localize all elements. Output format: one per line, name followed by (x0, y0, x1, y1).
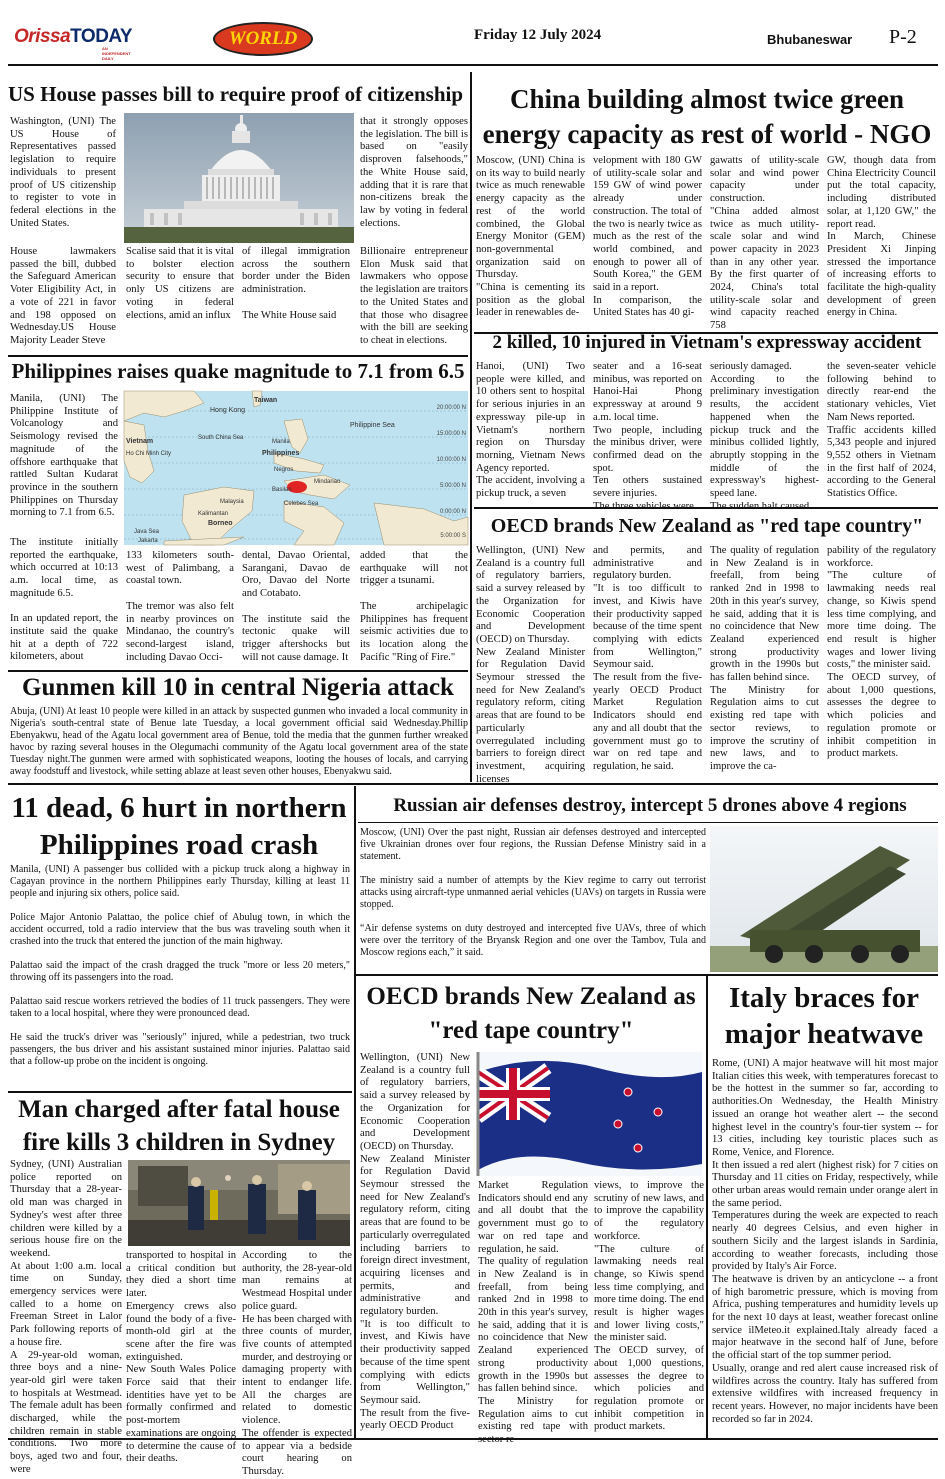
article-divider (474, 507, 938, 509)
map-label: Vietnam (126, 438, 154, 445)
article-vietnam-text: seater and a 16-seat minibus, was reported on Hanoi-Hai Phong expressway at around 9 a.m. local time. Two people, including the minibus driver, were confirmed dead on the spot. Ten others sustained severe injuries. (593, 361, 702, 500)
column-divider (470, 72, 472, 782)
headline-oecd-red-tape: OECD brands New Zealand as "red tape country" (490, 515, 924, 537)
article-divider (356, 974, 938, 976)
article-china-text: velopment with 180 GW of utility-scale solar and 159 GW of wind power already under construction. The total of the two is nearly twice as much as the rest of the world combined, and enough to power all of South Korea," the GEM said in a report. In comparison, the United States has 40 gi- (593, 155, 702, 319)
map-label: Philippines (262, 450, 300, 457)
section-rule (8, 783, 938, 785)
missile-launcher-image (710, 826, 938, 972)
logo-tagline: AN INDEPENDENT DAILY (102, 46, 131, 61)
map-label: Manila (272, 439, 290, 445)
article-nigeria-text: Abuja, (UNI) At least 10 people were killed in an attack by suspected gunmen who invaded a local community in Nigeria's south-central state of Benue late Tuesday, a local government official said Wednesday.Phillip Ebenyakwu, head of the Agatu local government area of Benue, told the media that the gunmen further wreaked havoc by razing several houses in the Olegumachi community of the Agatu local government area of the state Tuesday night.The gunmen were armed with sophisticated weapons, looting the houses of locals, and carrying away foodstuff and livestock, while setting ablaze at least seven other houses, Ebenyakwu said. (10, 706, 468, 777)
capitol-photo (124, 113, 354, 243)
police-scene-image (128, 1160, 350, 1246)
map-label: Jakarta (138, 538, 158, 544)
article-vietnam-text: seriously damaged. According to the preliminary investigation results, the accident happened when the pickup truck and the minibus collided lightly, abruptly stopping in the middle of the expressway's highest-speed lane. (710, 361, 819, 500)
article-vietnam-text: Hanoi, (UNI) Two people were killed, and 10 others sent to hospital for serious injuries in an expressway pile-up in Vietnam's northern region on Thursday morning, Vietnam News Agency reported. The accident, involving a pickup truck, a seven (476, 361, 585, 500)
page-number: P-2 (889, 26, 917, 48)
newspaper-logo (14, 26, 133, 61)
article-oecd2-text: views, to improve the scrutiny of new laws, and to improve the capability of the regulatory workforce. "The culture of lawmaking needs real change, so Kiwis spend less time complying, and more time doing. The end result is higher wages and lower living costs," the minister said. The OECD survey, of about 1,000 questions, assesses the degree to which policies and regulation promote or inhibit competition in product markets. (594, 1180, 704, 1433)
philippines-map-image (124, 391, 468, 545)
article-china-text: Moscow, (UNI) China is on its way to build nearly twice as much renewable energy capacity as the rest of the world combined, the Global Energy Monitor (GEM) non-governmental organization said on Thursday. "China is cementing its position as the global leader in renewables de- (476, 155, 585, 319)
article-russia-text: Moscow, (UNI) Over the past night, Russian air defenses destroyed and intercepted five Ukrainian drones over four regions, the Russian Defense Ministry said in a statement. The ministry said a number of attempts by the Kiev regime to carry out terrorist attacks using aircraft-type unmanned aerial vehicles (UAVs) on targets in Russia were stopped. “Air defense systems on duty destroyed and intercepted five UAVs, three of which were over the territory of the Bryansk Region and one over the Tambov, Tula and Moscow regions each,” it said. (360, 827, 706, 958)
article-crash-text: Manila, (UNI) A passenger bus collided with a pickup truck along a highway in Cagayan province in the northern Philippines early Thursday, killing at least 11 people and injuring six others, police said. Police Major Antonio Palattao, the police chief of Abulug town, in which the accident occurred, told a radio interview that the bus was traveling south when it crashed into the truck that entered the junction of the main highway. Palattao said the impact of the crash dragged the truck "more or less 20 meters," throwing off its passengers into the road. Palattao said rescue workers retrieved the bodies of 11 truck passengers. They were taken to a local hospital, where they were pronounced dead. He said the truck's driver was "seriously" injured, while a pedestrian, two truck passengers, the bus driver and his assistant sustained minor injuries. Palattao said that a follow-up probe on the incident is ongoing. (10, 864, 350, 1067)
map-label: Celebes Sea (284, 501, 319, 507)
article-sydney-text: According to the authority, the 28-year-old man remains at Westmead Hospital under police guard. He has been charged with three counts of murder, five counts of attempted murder, and destroying or damaging property with intent to endanger life. All the charges are related to domestic violence. The offender is expected to appear via a bedside court hearing on Thursday. (242, 1250, 352, 1477)
map-label: Hong Kong (210, 407, 246, 414)
article-us-text: Scalise said that it is vital to bolster election security to ensure that only US citizens are voting in federal elections, amid an influx (126, 246, 234, 321)
article-oecd-text: Wellington, (UNI) New Zealand is a country full of regulatory barriers, said a survey released by the Organization for Economic Cooperation and Development (OECD) on Thursday. New Zealand Minister for Regulation David Seymour stressed the need for New Zealand's regulatory reform, citing areas that are found to be particularly overregulated including barriers to foreign direct investment, acquiring licenses (476, 545, 585, 785)
map-label: Kalimantan (198, 511, 229, 517)
map-grid-label: 20:00:00 N (436, 405, 466, 411)
headline-vietnam-accident: 2 killed, 10 injured in Vietnam's expressway accident (492, 332, 922, 353)
article-us-text: of illegal immigration across the southern border under the Biden administration. The White House said (242, 246, 350, 321)
map-label: Java Sea (134, 529, 160, 535)
map-grid-label: 5:00:00 N (439, 483, 466, 489)
article-sydney-text: Sydney, (UNI) Australian police reported on Thursday that a 28-year-old man was charged in Sydney's west after three children were killed by a serious house fire on the weekend. At about 1:00 a.m. local time on Sunday, emergency services were called to a home on Freeman Street in Lalor Park following reports of a house fire. A 29-year-old woman, three boys and a nine-year-old girl were taken to hospitals at Westmead. The female adult has been discharged, while the children remain in stable conditions. Two more boys, aged two and four, were (10, 1159, 122, 1475)
article-quake-text: Manila, (UNI) The Philippine Institute of Volcanology and Seismology revised the magnitude of the offshore earthquake that rattled Sultan Kudarat province in the southern Philippines on Thursday morning to 7.1 from 6.5. (10, 393, 118, 519)
quake-map (124, 391, 468, 545)
masthead-rule (8, 64, 938, 66)
logo-today: TODAY (70, 26, 133, 47)
map-label: Taiwan (254, 397, 278, 404)
article-us-text: Washington, (UNI) The US House of Representatives passed legislation to require individuals to present proof of US citizenship to register to vote in federal elections in the United States. (10, 116, 116, 229)
headline-russia-drones: Russian air defenses destroy, intercept 5 drones above 4 regions (393, 795, 907, 816)
headline-china-energy: China building almost twice green energy capacity as rest of world - NGO (482, 84, 932, 149)
headline-us-citizenship: US House passes bill to require proof of citizenship (8, 82, 464, 106)
map-grid-label: 0:00:00 N (439, 509, 466, 515)
article-china-text: GW, though data from China Electricity Council put the total capacity, including distributed solar, at 1,120 GW," the report read. In March, Chinese President Xi Jinping stressed the importance of increasing efforts to facilitate the high-quality development of green energy in China. (827, 155, 936, 319)
headline-philippines-quake: Philippines raises quake magnitude to 7.1 from 6.5 (11, 359, 465, 383)
article-divider (8, 670, 468, 672)
article-us-text: House lawmakers passed the bill, dubbed the Safeguard American Voter Eligibility Act, in a vote of 221 in favor and 198 opposed on Wednesday.US House Majority Leader Steve (10, 246, 116, 346)
logo-orissa: Orissa (14, 26, 71, 47)
map-grid-label: 15:00:00 N (436, 431, 466, 437)
column-divider (354, 786, 356, 1440)
air-defense-photo (710, 826, 938, 972)
headline-sydney-fire: Man charged after fatal house fire kills 3 children in Sydney (18, 1096, 340, 1156)
article-oecd2-text: Wellington, (UNI) New Zealand is a country full of regulatory barriers, said a survey released by the Organization for Economic Cooperation and Development (OECD) on Thursday. New Zealand Minister for Regulation David Seymour stressed the need for New Zealand's regulatory reform, citing areas that are found to be particularly overregulated including barriers to foreign direct investment, acquiring licenses and permits, and administrative and regulatory burden. "It is too difficult to invest, and Kiwis have their productivity sapped because of the time spent complying with edicts from Wellington," Seymour said. The result from the five-yearly OECD Product (360, 1052, 470, 1432)
edition-city: Bhubaneswar (767, 32, 853, 47)
map-grid-label: 5:00:00 S (440, 533, 466, 539)
article-quake-text: 133 kilometers south-west of Palimbang, a coastal town. The tremor was also felt in nearby provinces on Mindanao, the country's second-largest island, including Davao Occi- (126, 550, 234, 663)
article-vietnam-text: the seven-seater vehicle following behind to directly rear-end the stationary vehicles, Viet Nam News reported. Traffic accidents killed 5,343 people and injured 9,552 others in Vietnam in the first half of 2024, according to the General Statistics Office. (827, 361, 936, 500)
column-divider (706, 975, 708, 1440)
article-divider (8, 355, 468, 357)
map-label: Mindanao (314, 479, 341, 485)
map-label: Philippine Sea (350, 422, 395, 429)
headline-rule (358, 822, 938, 823)
sydney-fire-photo (128, 1160, 350, 1246)
map-label: Borneo (208, 520, 233, 527)
article-quake-text: The institute initially reported the earthquake, which occurred at 10:13 a.m. local time, as magnitude 6.5. In an updated report, the institute said the quake hit at a depth of 722 kilometers, about (10, 537, 118, 663)
article-oecd-text: pability of the regulatory workforce. "The culture of lawmaking needs real change, so Kiwis spend less time complying, and more time doing. The end result is higher wages and lower living costs," the minister said. The OECD survey, of about 1,000 questions, assesses the degree to which policies and regulation promote or inhibit competition in product markets. (827, 545, 936, 760)
article-sydney-text: transported to hospital in a critical condition but they died a short time later. Emergency crews also found the body of a five-month-old girl at the scene after the fire was extinguished. New South Wales Police Force said that their identities have yet to be formally confirmed and post-mortem examinations are ongoing to determine the cause of their deaths. (126, 1250, 236, 1465)
article-divider (8, 1091, 352, 1093)
article-us-text: Billionaire entrepreneur Elon Musk said that lawmakers who oppose the legislation are traitors to the United States and that those who disagree with the bill are seeking to cheat in elections. (360, 246, 468, 346)
article-china-text: gawatts of utility-scale solar and wind power capacity under construction. "China added almost twice as much utility-scale solar and wind power capacity in 2023 than in any other year. By the first quarter of 2024, China's total utility-scale solar and wind capacity reached 758 (710, 155, 819, 332)
headline-oecd-red-tape-2: OECD brands New Zealand as "red tape country" (366, 983, 696, 1044)
section-badge: WORLD (213, 22, 313, 56)
article-us-text: that it strongly opposes the legislation. The bill is based on "easily disproven falsehoods," the White House said, adding that it is rare that non-citizens break the law by voting in federal elections. (360, 116, 468, 229)
article-oecd-text: The quality of regulation in New Zealand is in freefall, from being ranked 2nd in 1998 to 20th in this year's survey, he said, adding that it is no coincidence that New Zealand experienced strong productivity growth in the 1990s but has fallen behind since. The Ministry for Regulation aims to cut existing red tape with sector reviews, to improve the scrutiny of new laws, and to improve the ca- (710, 545, 819, 772)
headline-philippines-crash: 11 dead, 6 hurt in northern Philippines road crash (11, 792, 347, 861)
capitol-building-image (124, 113, 354, 243)
article-italy-text: Rome, (UNI) A major heatwave will hit most major Italian cities this week, with temperatures forecast to be the hottest in the summer so far, according to authorities.On Wednesday, the Health Ministry issued an orange hot weather alert -- the second highest level in the country's four-tier system -- for 13 cities, including key touristic places such as Rome, Venice, and Florence. It then issued a red alert (highest risk) for 7 cities on Thursday and 11 cities on Friday, respectively, while other urban areas would remain under orange alert in the same period. Temperatures during the week are expected to reach nearly 40 degrees Celsius, and even higher in southern Sicily and the largest islands in Sardinia, according to weather forecasts, including those provided by Italy's Air Force. The heatwave is driven by an anticyclone -- a front of high barometric pressure, which is moving from Africa, pushing temperatures and humidity levels up for the next 10 days at least, weather forecast online service ilMeteo.it explained.Italy already faced a major heatwave in the second half of June, before the official start of the top summer period. Usually, orange and red alert cause increased risk of wildfires across the country. Italy has suffered from extensive wildfires with increased frequency in recent years. However, no major incidents have been recorded so far in 2024. (712, 1058, 938, 1425)
map-label: South China Sea (198, 435, 244, 441)
new-zealand-flag-image (478, 1052, 702, 1176)
map-label: Ho Chi Minh City (126, 451, 172, 457)
article-oecd-text: and permits, and administrative and regulatory burden. "It is too difficult to invest, and Kiwis have their productivity sapped because of the time spent complying with edicts from Wellington," Seymour said. The result from the five-yearly OECD Product Market Regulation Indicators should end any and all doubt that the government must go to war on red tape and regulation, he said. (593, 545, 702, 772)
article-quake-text: added that the earthquake will not trigger a tsunami. The archipelagic Philippines has frequent seismic activities due to its location along the Pacific "Ring of Fire." (360, 550, 468, 663)
headline-nigeria-attack: Gunmen kill 10 in central Nigeria attack (22, 674, 454, 701)
map-grid-label: 10:00:00 N (436, 457, 466, 463)
new-zealand-flag-photo (478, 1052, 702, 1176)
headline-italy-heatwave: Italy braces for major heatwave (724, 982, 924, 1051)
article-oecd2-text: Market Regulation Indicators should end any and all doubt that the government must go to war on red tape and regulation, he said. The quality of regulation in New Zealand is in freefall, from being ranked 2nd in 1998 to 20th in this year's survey, he said, adding that it is no coincidence that New Zealand experienced strong productivity growth in the 1990s but has fallen behind since. The Ministry for Regulation aims to cut existing red tape with sector re- (478, 1180, 588, 1446)
issue-date: Friday 12 July 2024 (474, 27, 602, 43)
map-label: Malaysia (220, 499, 244, 505)
map-label: Basilan (272, 487, 292, 493)
map-label: Negros (274, 467, 294, 473)
article-quake-text: dental, Davao Oriental, Sarangani, Davao de Oro, Davao del Norte and Cotabato. The institute said the tectonic quake will trigger aftershocks but will not cause damage. It (242, 550, 350, 663)
